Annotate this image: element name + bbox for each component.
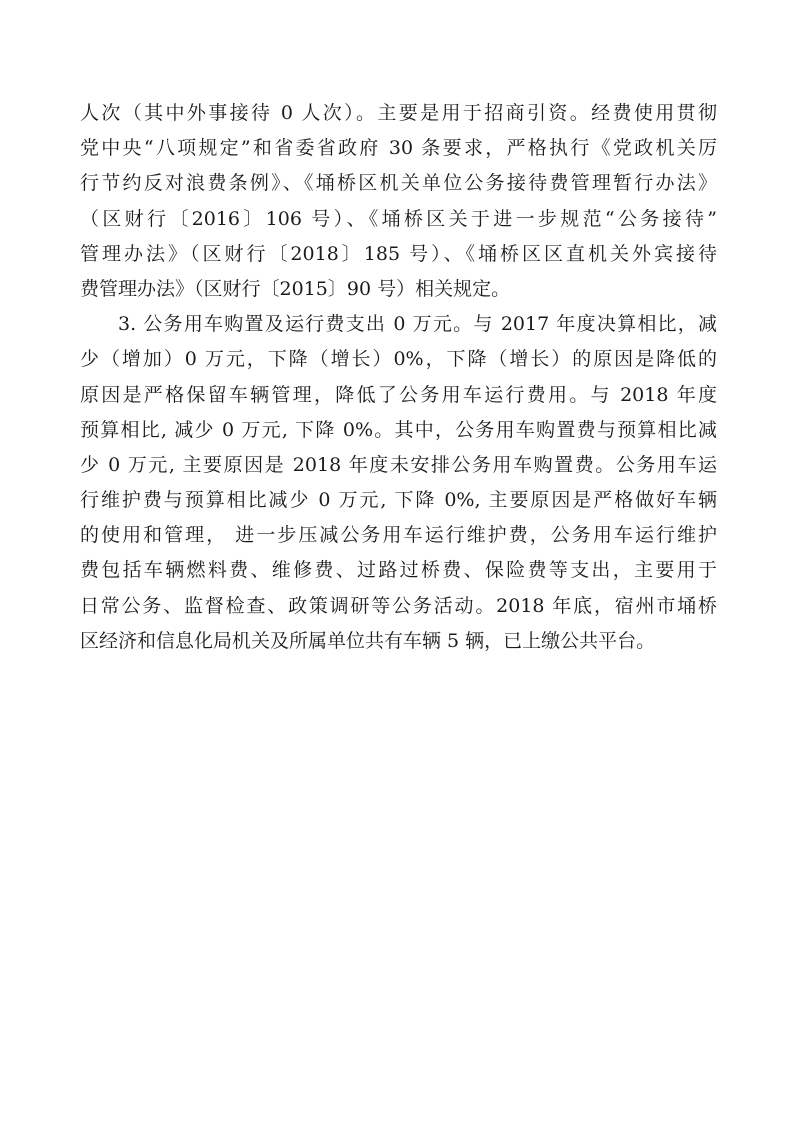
text-line: 3. 公务用车购置及运行费支出 0 万元。与 2017 年度决算相比，减 [118, 313, 717, 336]
text-line: 党中央“八项规定”和省委省政府 30 条要求，严格执行《党政机关厉 [80, 137, 717, 160]
text-line: 的使用和管理， 进一步压减公务用车运行维护费，公务用车运行维护 [80, 524, 717, 547]
paragraph-hospitality-expenses [80, 96, 717, 307]
text-line: 人次（其中外事接待 0 人次）。主要是用于招商引资。经费使用贯彻 [80, 102, 717, 124]
text-line: 行节约反对浪费条例》、《埇桥区机关单位公务接待费管理暂行办法》 [80, 172, 717, 195]
text-line: 少（增加）0 万元，下降（增长）0%，下降（增长）的原因是降低的 [80, 348, 717, 371]
text-line: 区经济和信息化局机关及所属单位共有车辆 5 辆，已上缴公共平台。 [80, 629, 656, 652]
text-line: 费管理办法》（区财行〔2015〕90 号）相关规定。 [80, 277, 511, 300]
text-line: 少 0 万元, 主要原因是 2018 年度未安排公务用车购置费。公务用车运 [80, 453, 717, 476]
text-line: 费包括车辆燃料费、维修费、过路过桥费、保险费等支出，主要用于 [80, 559, 717, 582]
text-line: 原因是严格保留车辆管理，降低了公务用车运行费用。与 2018 年度 [80, 383, 717, 406]
text-line: 日常公务、监督检查、政策调研等公务活动。2018 年底，宿州市埇桥 [80, 594, 717, 617]
document-body [80, 96, 717, 659]
text-line: 行维护费与预算相比减少 0 万元, 下降 0%, 主要原因是严格做好车辆 [80, 489, 717, 512]
text-line: （区财行〔2016〕106 号）、《埇桥区关于进一步规范“公务接待” [80, 207, 717, 230]
paragraph-vehicle-expenses [80, 307, 717, 659]
text-line: 预算相比, 减少 0 万元, 下降 0%。其中，公务用车购置费与预算相比减 [80, 418, 717, 441]
text-line: 管理办法》（区财行〔2018〕185 号）、《埇桥区区直机关外宾接待 [80, 242, 717, 265]
